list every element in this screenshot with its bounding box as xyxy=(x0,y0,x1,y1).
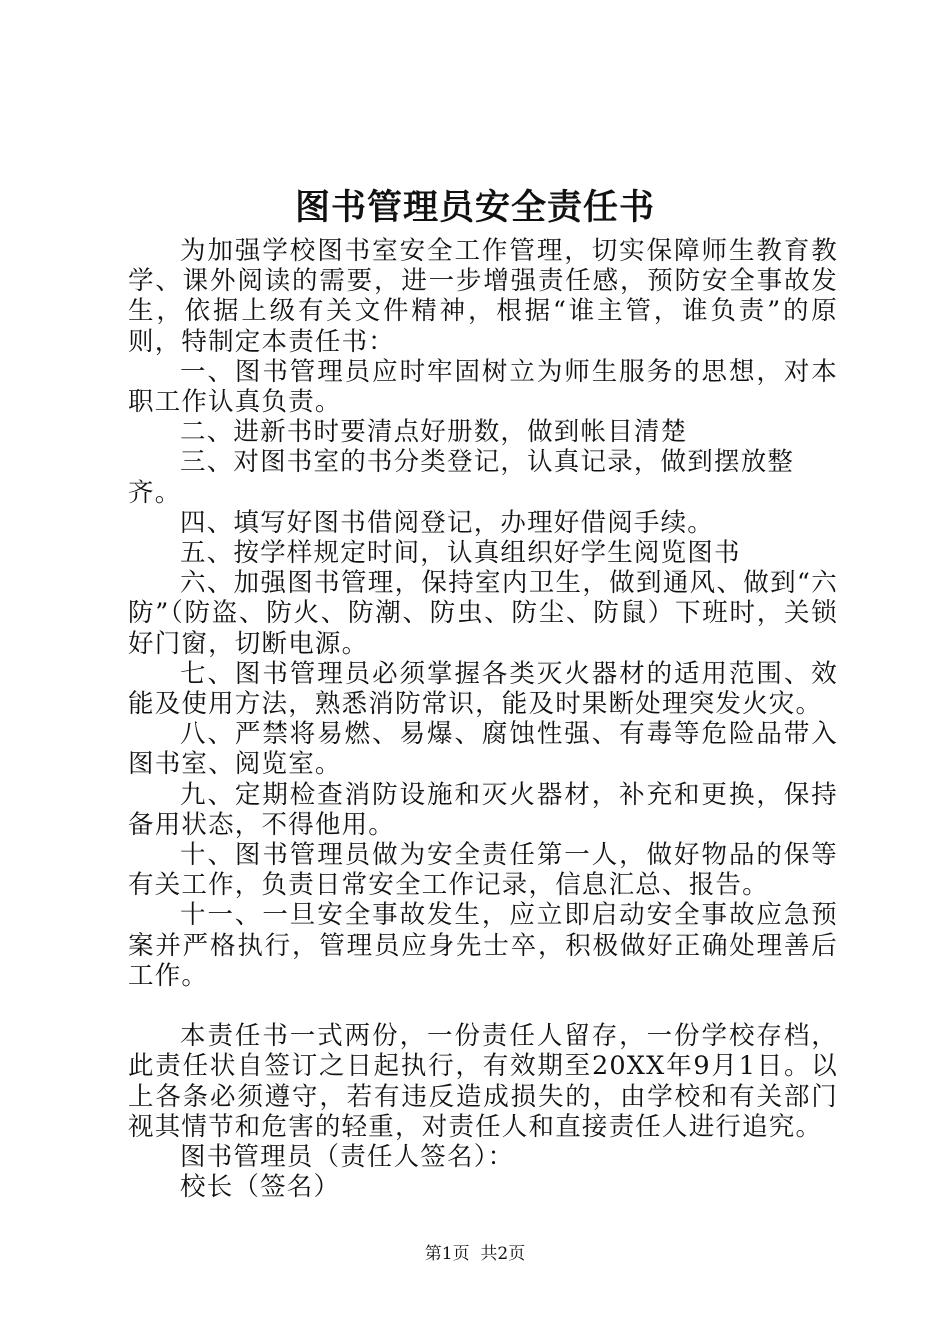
clause-6: 六、加强图书管理，保持室内卫生，做到通风、做到“六防”（防盗、防火、防潮、防虫、防尘、防鼠）下班时，关锁好门窗，切断电源。 xyxy=(128,568,838,659)
blank-line xyxy=(128,991,838,1021)
page-footer: 第1页 共2页 xyxy=(424,1244,526,1264)
clause-2: 二、进新书时要清点好册数，做到帐目清楚 xyxy=(180,417,688,448)
document-body xyxy=(128,236,838,1202)
clause-9: 九、定期检查消防设施和灭火器材，补充和更换，保持备用状态，不得他用。 xyxy=(128,779,838,840)
librarian-signature-line: 图书管理员（责任人签名）： xyxy=(180,1142,515,1173)
document-title: 图书管理员安全责任书 xyxy=(294,187,655,228)
principal-signature-line: 校长（签名） xyxy=(180,1172,341,1203)
clause-10: 十、图书管理员做为安全责任第一人，做好物品的保等有关工作，负责日常安全工作记录，信息汇总、报告。 xyxy=(128,840,838,901)
intro-paragraph: 为加强学校图书室安全工作管理，切实保障师生教育教学、课外阅读的需要，进一步增强责任感，预防安全事故发生，依据上级有关文件精神，根据“谁主管，谁负责”的原则，特制定本责任书： xyxy=(128,236,838,357)
clause-7: 七、图书管理员必须掌握各类灭火器材的适用范围、效能及使用方法，熟悉消防常识，能及时果断处理突发火灾。 xyxy=(128,658,838,720)
clause-5: 五、按学样规定时间，认真组织好学生阅览图书 xyxy=(180,538,741,569)
clause-11: 十一、一旦安全事故发生，应立即启动安全事故应急预案并严格执行，管理员应身先士卒，积极做好正确处理善后工作。 xyxy=(128,900,838,991)
closing-paragraph: 本责任书一式两份，一份责任人留存，一份学校存档，此责任状自签订之日起执行，有效期至20XX年9月1日。以上各条必须遵守，若有违反造成损失的，由学校和有关部门视其情节和危害的轻重，对责任人和直接责任人进行追究。 xyxy=(128,1021,838,1142)
clause-3: 三、对图书室的书分类登记，认真记录，做到摆放整齐。 xyxy=(128,447,795,508)
clause-4: 四、填写好图书借阅登记，办理好借阅手续。 xyxy=(180,507,715,538)
clause-1: 一、图书管理员应时牢固树立为师生服务的思想，对本职工作认真负责。 xyxy=(128,356,838,418)
clause-8: 八、严禁将易燃、易爆、腐蚀性强、有毒等危险品带入图书室、阅览室。 xyxy=(128,719,838,780)
